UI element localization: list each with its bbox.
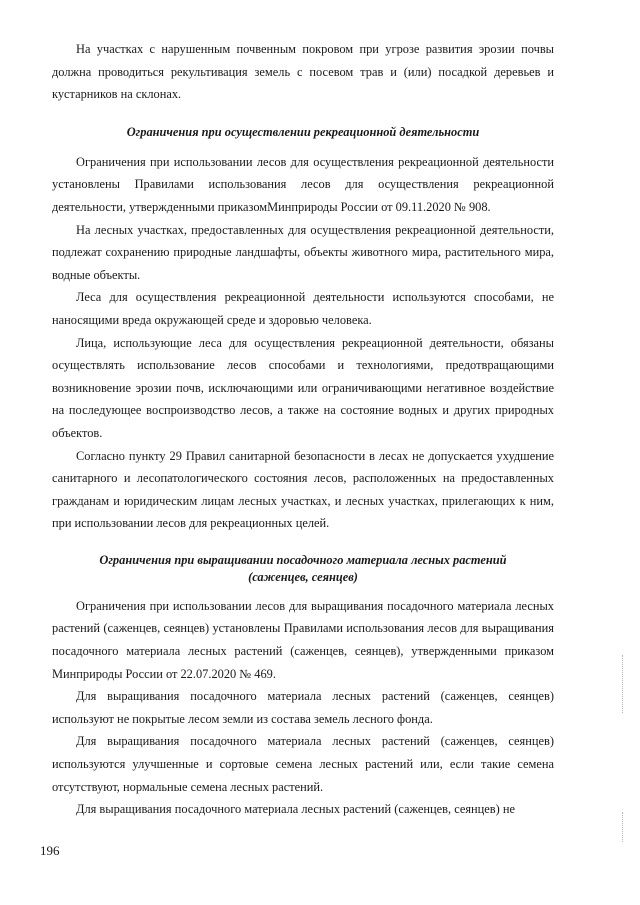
page-number: 196 (40, 843, 60, 858)
paragraph-seedling-seeds: Для выращивания посадочного материала лесных растений (саженцев, сеянцев) используются улучшенные и сортовые семена лесных растений или, если такие семена отсутствуют, нормальные семена лесных растений. (52, 734, 554, 794)
paragraph-recreation-obligations: Лица, использующие леса для осуществления рекреационной деятельности, обязаны осуществлять использование лесов способами и технологиями, предотвращающими возникновение эрозии почв, исключающими или ограничивающими негативное воздействие на последующее воспроизводство лесов, а также на состояние водных и других природных объектов. (52, 335, 554, 440)
scan-edge-mark (622, 655, 624, 713)
paragraph-seedling-continued: Для выращивания посадочного материала лесных растений (саженцев, сеянцев) не (76, 802, 516, 817)
paragraph-seedling-lands: Для выращивания посадочного материала лесных растений (саженцев, сеянцев) используют не покрытые лесом земли из состава земель лесного фонда. (52, 689, 554, 726)
paragraph-recreation-methods: Леса для осуществления рекреационной деятельности используются способами, не наносящими вреда окружающей среде и здоровью человека. (52, 290, 554, 327)
document-page (52, 38, 554, 821)
heading-seedling-restrictions (52, 552, 554, 586)
paragraph-recreation-rules: Ограничения при использовании лесов для осуществления рекреационной деятельности установлены Правилами использования лесов для осуществления рекреационной деятельности, утвержденными приказомМинприроды России от 09.11.2020 № 908. (52, 154, 554, 214)
heading-seedling-line2: (саженцев, сеянцев) (248, 569, 358, 584)
scan-edge-mark (622, 812, 624, 842)
paragraph-soil-recultivation: На участках с нарушенным почвенным покровом при угрозе развития эрозии почвы должна проводиться рекультивация земель с посевом трав и (или) посадкой деревьев и кустарников на склонах. (52, 42, 554, 102)
paragraph-seedling-rules: Ограничения при использовании лесов для выращивания посадочного материала лесных растений (саженцев, сеянцев) установлены Правилами использования лесов для выращивания посадочного материала лесных растений (саженцев, сеянцев), утвержденными приказом Минприроды России от 22.07.2020 № 469. (52, 598, 554, 681)
heading-seedling-line1: Ограничения при выращивании посадочного материала лесных растений (99, 552, 507, 567)
paragraph-sanitary-rules: Согласно пункту 29 Правил санитарной безопасности в лесах не допускается ухудшение санитарного и лесопатологического состояния лесов, расположенных на предоставленных гражданам и юридическим лицам лесных участках, и лесных участках, прилегающих к ним, при использовании лесов для рекреационных целей. (52, 448, 554, 531)
heading-recreation-restrictions: Ограничения при осуществлении рекреационной деятельности (126, 124, 480, 139)
paragraph-recreation-preservation: На лесных участках, предоставленных для осуществления рекреационной деятельности, подлежат сохранению природные ландшафты, объекты животного мира, растительного мира, водные объекты. (52, 222, 554, 282)
